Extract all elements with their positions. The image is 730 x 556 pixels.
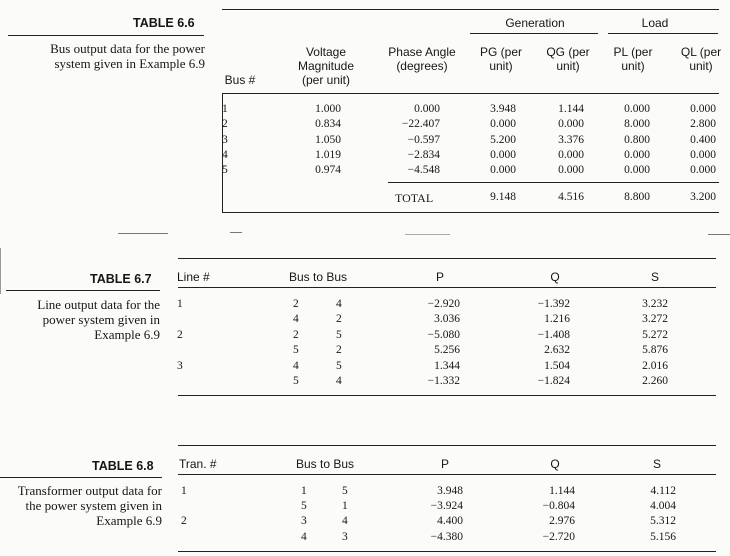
col-header-p: P [440,457,449,471]
col-header-line: Line # [177,270,210,284]
header-rule [178,287,716,288]
col-header-pl: PL (per unit) [613,45,653,73]
col-header-q: Q [550,457,560,471]
table-top-rule [178,445,716,446]
table-bottom-rule [178,551,716,552]
col-header-s: S [650,270,659,284]
caption-rule [6,290,160,291]
col-header-tran: Tran. # [179,457,217,471]
table-6-8-caption: Transformer output data for the power system given in Example 6.9 [17,483,162,528]
line-number: 3 [177,360,183,372]
separator-mark [708,234,730,235]
generation-group-header: Generation [505,16,565,30]
table-6-6-label: TABLE 6.6 [133,16,195,30]
col-header-q: Q [550,270,560,284]
load-rule [608,33,718,34]
table-bottom-rule [178,395,716,396]
page-edge-mark [0,248,1,294]
total-rule [388,182,719,183]
table-6-7-label: TABLE 6.7 [90,272,152,286]
separator-mark [405,234,450,235]
load-group-header: Load [641,16,669,30]
table-top-rule [222,9,719,10]
table-bottom-rule [222,212,719,213]
col-header-qg: QG (per unit) [546,45,590,73]
line-number: 1 [177,298,183,310]
separator-mark [118,233,168,234]
col-header-bus-to-bus: Bus to Bus [289,270,348,284]
col-header-s: S [652,457,661,471]
header-rule [222,93,719,94]
table-6-6-caption: Bus output data for the power system given in Example 6.9 [50,41,205,71]
table-top-rule [178,258,716,259]
table-6-8-label: TABLE 6.8 [92,459,154,473]
col-header-bus-to-bus: Bus to Bus [296,457,355,471]
col-header-voltage: Voltage Magnitude (per unit) [297,45,355,87]
col-header-p: P [435,270,444,284]
col-header-bus: Bus # [224,73,256,87]
table-6-7-caption: Line output data for the power system given in Example 6.9 [37,297,160,342]
tran-number: 2 [181,515,187,527]
tran-number: 1 [181,485,187,497]
header-rule [178,474,716,475]
separator-mark [230,232,242,233]
generation-rule [470,33,598,34]
line-number: 2 [177,329,183,341]
col-header-phase: Phase Angle (degrees) [388,45,456,73]
caption-rule [8,35,204,36]
col-header-ql: QL (per unit) [680,45,722,73]
col-header-pg: PG (per unit) [479,45,522,73]
caption-rule [0,477,162,478]
